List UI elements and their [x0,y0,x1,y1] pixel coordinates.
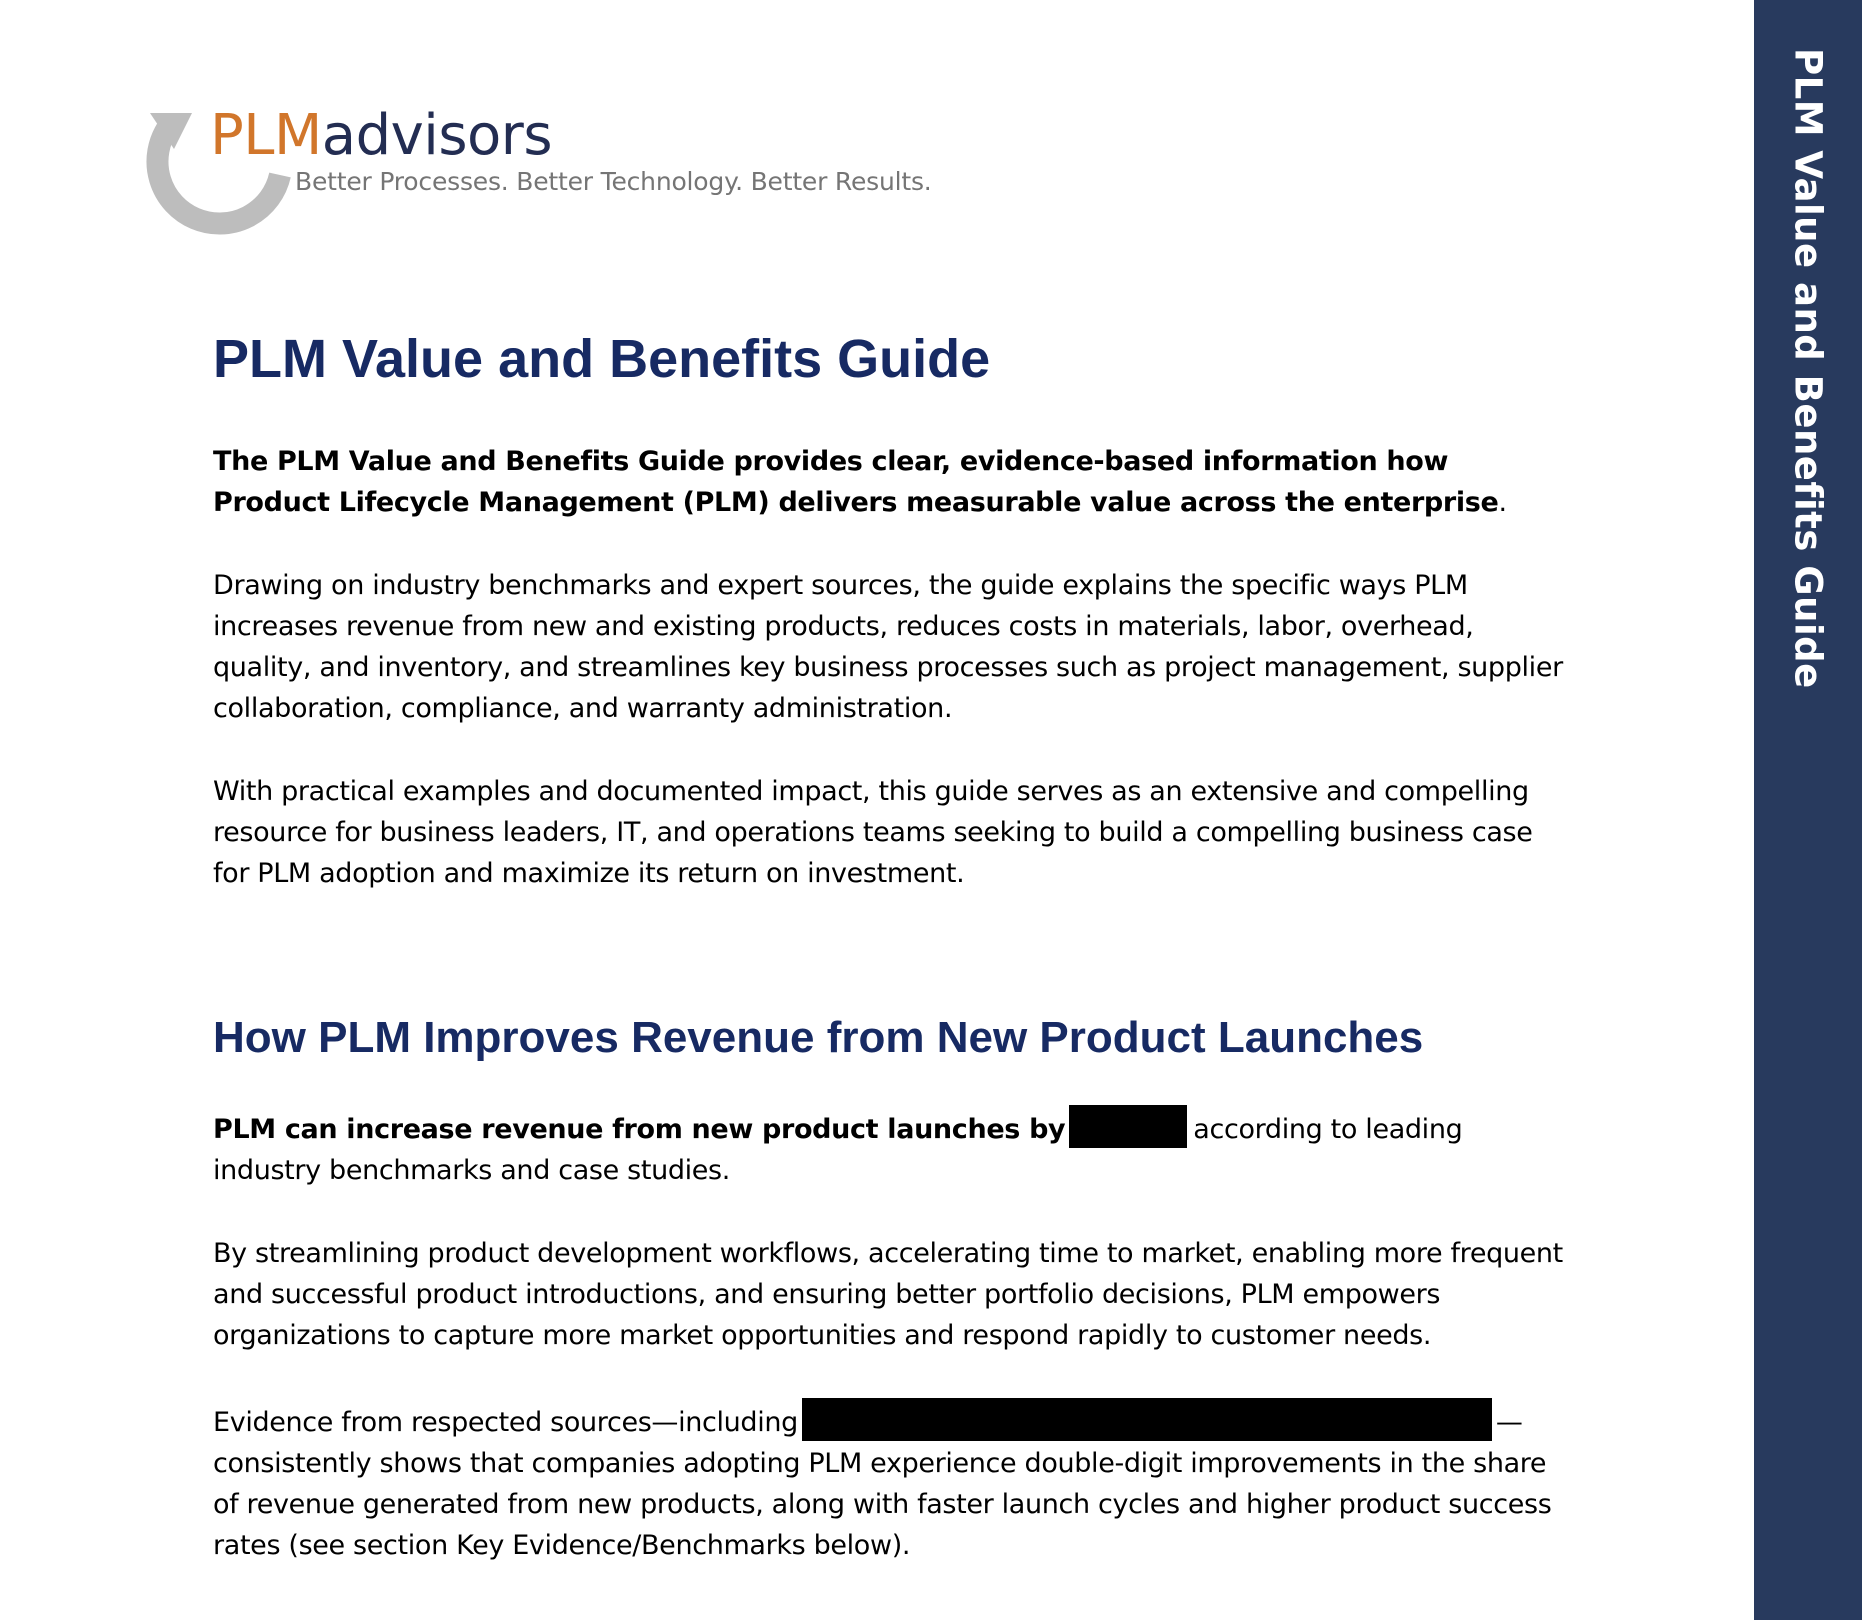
logo-wordmark-advisors: advisors [321,103,552,168]
drawing-paragraph: Drawing on industry benchmarks and expert sources, the guide explains the specific ways PLM increases revenue from new and existing products, reduces costs in materials, labor, overhead, quality, and inventory, and streamlines key business processes such as project management, supplier collaboration, compliance, and warranty administration. [213,570,1563,725]
claim-tail-text: according to leading industry benchmarks and case studies. [213,1113,1463,1186]
company-logo [140,105,1000,255]
intro-tail-text: . [1498,487,1507,519]
streamlining-paragraph: By streamlining product development workflows, accelerating time to market, enabling more frequent and successful product introductions, and ensuring better portfolio decisions, PLM empowers organizations to capture more market opportunities and respond rapidly to customer needs. [213,1237,1563,1351]
intro-bold-text: The PLM Value and Benefits Guide provides clear, evidence-based information how Product Lifecycle Management (PLM) delivers measurable value across the enterprise [213,446,1499,519]
evidence-tail-text: consistently shows that companies adopting PLM experience double-digit improvements in the share of revenue generated from new products, along with faster launch cycles and higher product success rates (see section Key Evidence/Benchmarks below). [213,1447,1552,1561]
side-band-title: PLM Value and Benefits Guide [1786,48,1830,689]
logo-tagline: Better Processes. Better Technology. Better Results. [295,167,932,196]
practical-paragraph: With practical examples and documented impact, this guide serves as an extensive and compelling resource for business leaders, IT, and operations teams seeking to build a compelling business case for PLM adoption and maximize its return on investment. [213,776,1533,890]
claim-paragraph [213,1105,1573,1191]
logo-wordmark-plm: PLM [210,103,322,168]
redaction-block [1069,1105,1187,1148]
claim-bold-text: PLM can increase revenue from new product launches by [213,1113,1066,1145]
document-body [213,330,1573,1608]
section-spacer [213,936,1573,1014]
document-title: PLM Value and Benefits Guide [213,329,991,389]
section-heading: How PLM Improves Revenue from New Product Launches [213,1013,1424,1063]
evidence-lead-text: Evidence from respected sources—including [213,1406,798,1438]
evidence-dash: — [1495,1406,1523,1438]
logo-wordmark [210,103,552,168]
evidence-paragraph [213,1398,1573,1566]
intro-paragraph [213,441,1573,523]
redaction-block [802,1398,1492,1441]
